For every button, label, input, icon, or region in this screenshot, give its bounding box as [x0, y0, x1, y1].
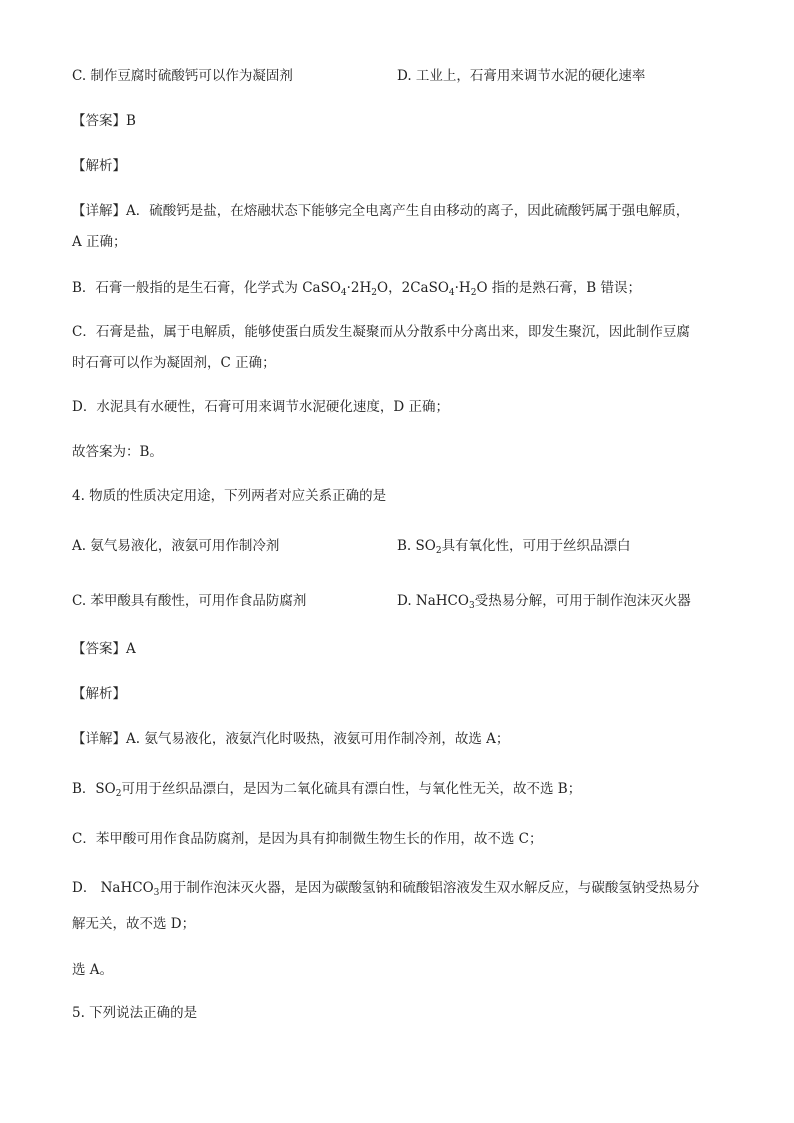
detail-b-part4: ·H	[454, 280, 471, 296]
q3-option-d: D. 工业上，石膏用来调节水泥的硬化速率	[397, 68, 646, 84]
detail-b-post: 可用于丝织品漂白，是因为二氧化硫具有漂白性，与氧化性无关，故不选 B；	[121, 781, 582, 797]
q3-analysis-tag: 【解析】	[72, 158, 126, 174]
q4-detail-d-line2: 解无关，故不选 D；	[72, 916, 196, 932]
detail-text: A. 氨气易液化，液氨汽化时吸热，液氨可用作制冷剂，故选 A；	[126, 731, 510, 747]
q4-option-b	[397, 537, 631, 555]
q4-stem: 4. 物质的性质决定用途，下列两者对应关系正确的是	[72, 488, 387, 504]
detail-b-part1: B．石膏一般指的是生石膏，化学式为 CaSO	[72, 280, 341, 296]
q4-analysis-tag: 【解析】	[72, 686, 126, 702]
q4-detail-a	[72, 730, 509, 748]
option-b-post: 具有氧化性，可用于丝织品漂白	[441, 538, 631, 554]
detail-tag: 【详解】	[72, 731, 126, 747]
subscript: 2	[371, 288, 378, 298]
answer-value: A	[126, 641, 136, 657]
q4-answer	[72, 640, 136, 658]
detail-d-pre: D． NaHCO	[72, 880, 154, 896]
q4-option-d	[397, 592, 691, 610]
q3-detail-a-line1	[72, 202, 689, 220]
option-b-pre: B. SO	[397, 538, 436, 554]
subscript: 2	[115, 789, 122, 799]
option-d-post: 受热易分解，可用于制作泡沫灭火器	[474, 593, 691, 609]
detail-b-pre: B．SO	[72, 781, 116, 797]
q3-detail-a-line2: A 正确；	[72, 234, 127, 250]
detail-text: A．硫酸钙是盐，在熔融状态下能够完全电离产生自由移动的离子，因此硫酸钙属于强电解质，	[126, 203, 690, 219]
q3-conclusion: 故答案为：B。	[72, 444, 163, 460]
subscript: 2	[435, 546, 442, 556]
detail-b-part2: ·2H	[346, 280, 372, 296]
q4-detail-d-line1	[72, 879, 699, 897]
subscript: 4	[340, 288, 347, 298]
q3-option-c: C. 制作豆腐时硫酸钙可以作为凝固剂	[72, 68, 293, 84]
subscript: 3	[153, 888, 160, 898]
option-d-pre: D. NaHCO	[397, 593, 469, 609]
answer-value: B	[126, 113, 136, 129]
subscript: 4	[448, 288, 455, 298]
detail-d-post: 用于制作泡沫灭火器，是因为碳酸氢钠和硫酸铝溶液发生双水解反应，与碳酸氢钠受热易分	[159, 880, 700, 896]
q4-conclusion: 选 A。	[72, 962, 114, 978]
q4-option-a: A. 氨气易液化，液氨可用作制冷剂	[72, 538, 280, 554]
q3-detail-c-line2: 时石膏可以作为凝固剂，C 正确；	[72, 355, 276, 371]
q3-answer	[72, 112, 136, 130]
answer-tag: 【答案】	[72, 641, 126, 657]
q4-detail-c: C．苯甲酸可用作食品防腐剂，是因为具有抑制微生物生长的作用，故不选 C；	[72, 831, 543, 847]
subscript: 3	[468, 601, 475, 611]
q5-stem: 5. 下列说法正确的是	[72, 1005, 198, 1021]
answer-tag: 【答案】	[72, 113, 126, 129]
detail-tag: 【详解】	[72, 203, 126, 219]
subscript: 2	[470, 288, 477, 298]
q3-detail-b	[72, 279, 641, 297]
detail-b-part5: O 指的是熟石膏，B 错误；	[476, 280, 642, 296]
q3-detail-c-line1: C．石膏是盐，属于电解质，能够使蛋白质发生凝聚而从分散系中分离出来，即发生聚沉，因此制作豆腐	[72, 324, 690, 340]
q4-detail-b	[72, 780, 581, 798]
q4-option-c: C. 苯甲酸具有酸性，可用作食品防腐剂	[72, 593, 307, 609]
detail-b-part3: O，2CaSO	[377, 280, 449, 296]
q3-detail-d: D．水泥具有水硬性，石膏可用来调节水泥硬化速度，D 正确；	[72, 399, 449, 415]
